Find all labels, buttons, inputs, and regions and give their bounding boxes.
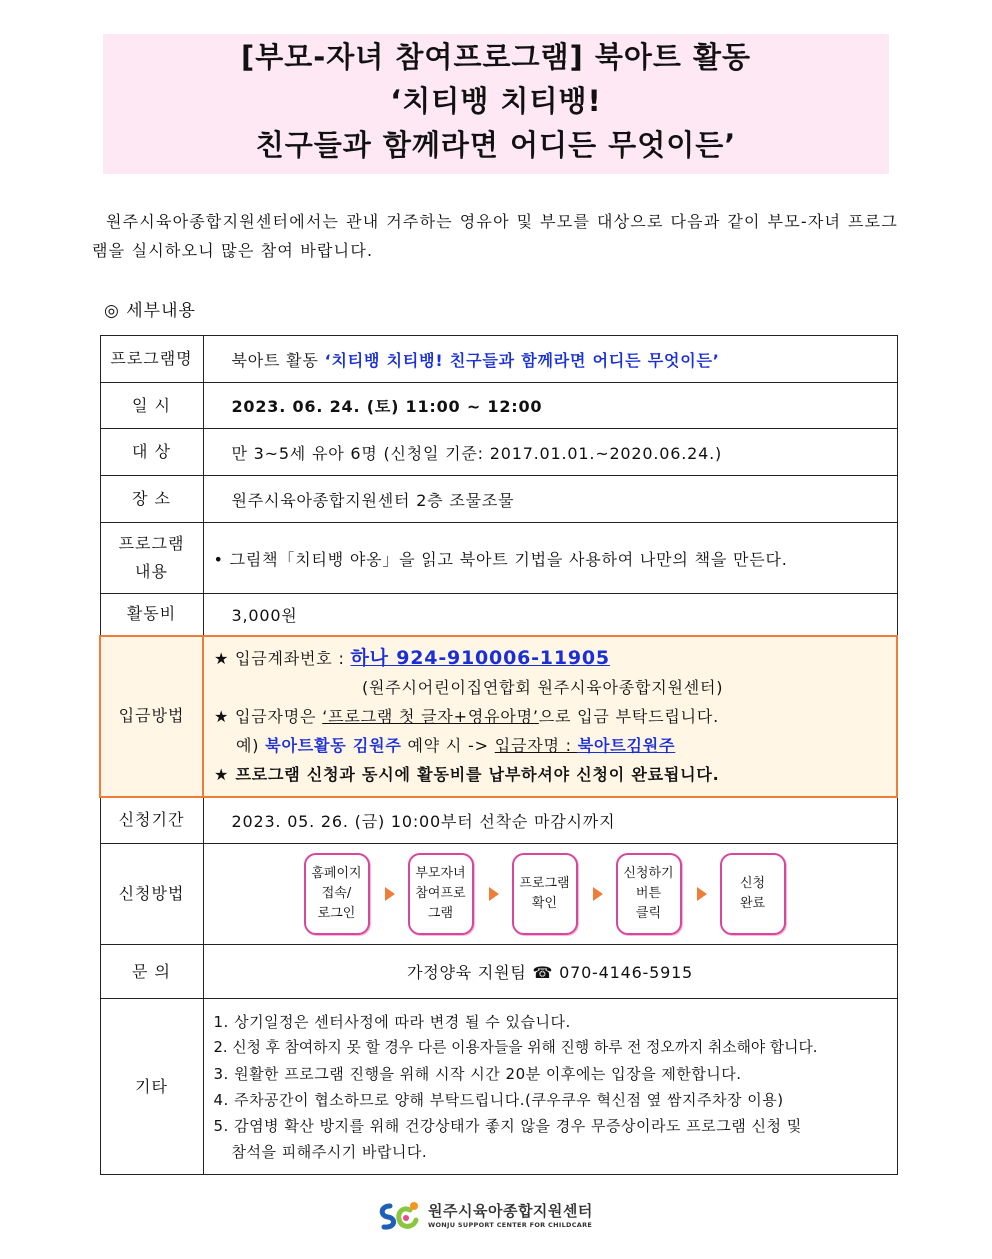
payment-name-rule-suffix: 으로 입금 부탁드립니다. bbox=[538, 706, 719, 726]
row-payment bbox=[100, 636, 897, 797]
arrow-right-icon bbox=[385, 887, 395, 901]
program-prefix: 북아트 활동 bbox=[231, 350, 325, 370]
step-2-line-1: 부모자녀 bbox=[415, 866, 466, 881]
row-contact bbox=[100, 945, 897, 999]
label-content bbox=[100, 523, 203, 594]
label-program: 프로그램명 bbox=[100, 336, 203, 383]
footer-center-name: 원주시육아종합지원센터 bbox=[428, 1202, 593, 1220]
row-target bbox=[100, 429, 897, 476]
detail-table bbox=[99, 335, 898, 1175]
value-etc bbox=[203, 999, 897, 1175]
payment-example-result: 북아트김원주 bbox=[577, 735, 676, 755]
step-parent-child-program bbox=[408, 853, 474, 935]
row-date bbox=[100, 383, 897, 429]
etc-item-5-cont: 참석을 피해주시기 바랍니다. bbox=[231, 1142, 428, 1161]
footer-logo bbox=[376, 1196, 593, 1236]
value-payment bbox=[203, 636, 897, 797]
label-period: 신청기간 bbox=[100, 797, 203, 844]
step-5-line-2: 완료 bbox=[739, 896, 766, 911]
step-4-line-2: 버튼 bbox=[635, 886, 662, 901]
payment-account-line bbox=[214, 644, 896, 673]
etc-list bbox=[204, 1001, 897, 1173]
step-3-line-2: 확인 bbox=[531, 896, 558, 911]
value-method bbox=[203, 844, 897, 945]
row-place bbox=[100, 476, 897, 523]
page-title bbox=[103, 34, 889, 174]
payment-account-number: 하나 924-910006-11905 bbox=[350, 646, 610, 669]
title-line-1: [부모-자녀 참여프로그램] 북아트 활동 bbox=[240, 40, 752, 74]
program-title: ‘치티뱅 치티뱅! 친구들과 함께라면 어디든 무엇이든’ bbox=[324, 350, 720, 370]
row-method bbox=[100, 844, 897, 945]
arrow-right-icon bbox=[593, 887, 603, 901]
label-payment: 입금방법 bbox=[100, 636, 203, 797]
title-line-3: 친구들과 함께라면 어디든 무엇이든’ bbox=[255, 128, 737, 162]
step-program-check bbox=[512, 853, 578, 935]
value-target: 만 3~5세 유아 6명 (신청일 기준: 2017.01.01.~2020.06.24.) bbox=[203, 429, 897, 476]
label-place: 장 소 bbox=[100, 476, 203, 523]
row-program bbox=[100, 336, 897, 383]
step-4-line-3: 클릭 bbox=[635, 906, 662, 921]
application-steps bbox=[204, 853, 897, 935]
step-2-line-3: 그램 bbox=[427, 906, 454, 921]
step-1-line-1: 홈페이지 bbox=[311, 866, 362, 881]
payment-account-holder: (원주시어린이집연합회 원주시육아종합지원센터) bbox=[362, 677, 724, 697]
label-target: 대 상 bbox=[100, 429, 203, 476]
step-complete bbox=[720, 853, 786, 935]
step-homepage-login bbox=[304, 853, 370, 935]
footer-text bbox=[428, 1202, 593, 1230]
payment-name-rule bbox=[214, 702, 896, 731]
row-period bbox=[100, 797, 897, 844]
step-1-line-2: 접속/ bbox=[321, 886, 352, 901]
arrow-right-icon bbox=[697, 887, 707, 901]
payment-example bbox=[214, 731, 896, 760]
etc-item-5 bbox=[212, 1113, 889, 1165]
section-heading: ◎ 세부내용 bbox=[104, 301, 196, 321]
label-content-line-1: 프로그램 bbox=[118, 534, 185, 553]
payment-name-rule-quote: ‘프로그램 첫 글자+영유아명’ bbox=[322, 706, 539, 726]
value-fee: 3,000원 bbox=[203, 594, 897, 636]
arrow-right-icon bbox=[489, 887, 499, 901]
etc-item-5-text: 5. 감염병 확산 방지를 위해 건강상태가 좋지 않을 경우 무증상이라도 프로그램 신청 및 bbox=[213, 1116, 802, 1135]
label-method: 신청방법 bbox=[100, 844, 203, 945]
etc-item-2: 2. 신청 후 참여하지 못 할 경우 다른 이용자들을 위해 진행 하루 전 정오까지 취소해야 합니다. bbox=[213, 1038, 818, 1056]
payment-name-rule-prefix: ★ 입금자명은 bbox=[214, 706, 323, 726]
label-fee: 활동비 bbox=[100, 594, 203, 636]
row-fee bbox=[100, 594, 897, 636]
label-etc: 기타 bbox=[100, 999, 203, 1175]
label-date: 일 시 bbox=[100, 383, 203, 429]
etc-item-1: 1. 상기일정은 센터사정에 따라 변경 될 수 있습니다. bbox=[213, 1012, 571, 1031]
center-logo-icon bbox=[376, 1198, 424, 1234]
payment-account-label: ★ 입금계좌번호 : bbox=[214, 648, 351, 668]
payment-example-name: 북아트활동 김원주 bbox=[265, 735, 402, 755]
label-content-line-2: 내용 bbox=[135, 562, 168, 581]
payment-example-result-label: 입금자명 : bbox=[494, 735, 578, 755]
value-contact: 가정양육 지원팀 ☎ 070-4146-5915 bbox=[203, 945, 897, 999]
step-click-apply bbox=[616, 853, 682, 935]
value-date: 2023. 06. 24. (토) 11:00 ~ 12:00 bbox=[203, 383, 897, 429]
footer-center-subtitle: WONJU SUPPORT CENTER FOR CHILDCARE bbox=[428, 1221, 593, 1229]
intro-paragraph: 원주시육아종합지원센터에서는 관내 거주하는 영유아 및 부모를 대상으로 다음과 같이 부모-자녀 프로그램을 실시하오니 많은 참여 바랍니다. bbox=[92, 212, 898, 260]
value-place: 원주시육아종합지원센터 2층 조물조물 bbox=[203, 476, 897, 523]
payment-example-prefix: 예) bbox=[236, 735, 266, 755]
step-1-line-3: 로그인 bbox=[317, 906, 356, 921]
value-program bbox=[203, 336, 897, 383]
step-5-line-1: 신청 bbox=[739, 876, 766, 891]
title-line-2: ‘치티뱅 치티뱅! bbox=[390, 84, 602, 118]
step-3-line-1: 프로그램 bbox=[519, 876, 570, 891]
label-contact: 문 의 bbox=[100, 945, 203, 999]
step-2-line-2: 참여프로 bbox=[415, 886, 466, 901]
value-period: 2023. 05. 26. (금) 10:00부터 선착순 마감시까지 bbox=[203, 797, 897, 844]
row-etc bbox=[100, 999, 897, 1175]
payment-notice: ★ 프로그램 신청과 동시에 활동비를 납부하셔야 신청이 완료됩니다. bbox=[214, 764, 720, 784]
payment-example-mid: 예약 시 -> bbox=[401, 735, 495, 755]
value-content: • 그림책「치티뱅 야옹」을 읽고 북아트 기법을 사용하여 나만의 책을 만든다. bbox=[203, 523, 897, 594]
step-4-line-1: 신청하기 bbox=[623, 866, 674, 881]
etc-item-4: 4. 주차공간이 협소하므로 양해 부탁드립니다.(쿠우쿠우 혁신점 옆 쌈지주차장 이용) bbox=[213, 1090, 784, 1109]
row-content bbox=[100, 523, 897, 594]
etc-item-3: 3. 원활한 프로그램 진행을 위해 시작 시간 20분 이후에는 입장을 제한합니다. bbox=[213, 1064, 742, 1083]
